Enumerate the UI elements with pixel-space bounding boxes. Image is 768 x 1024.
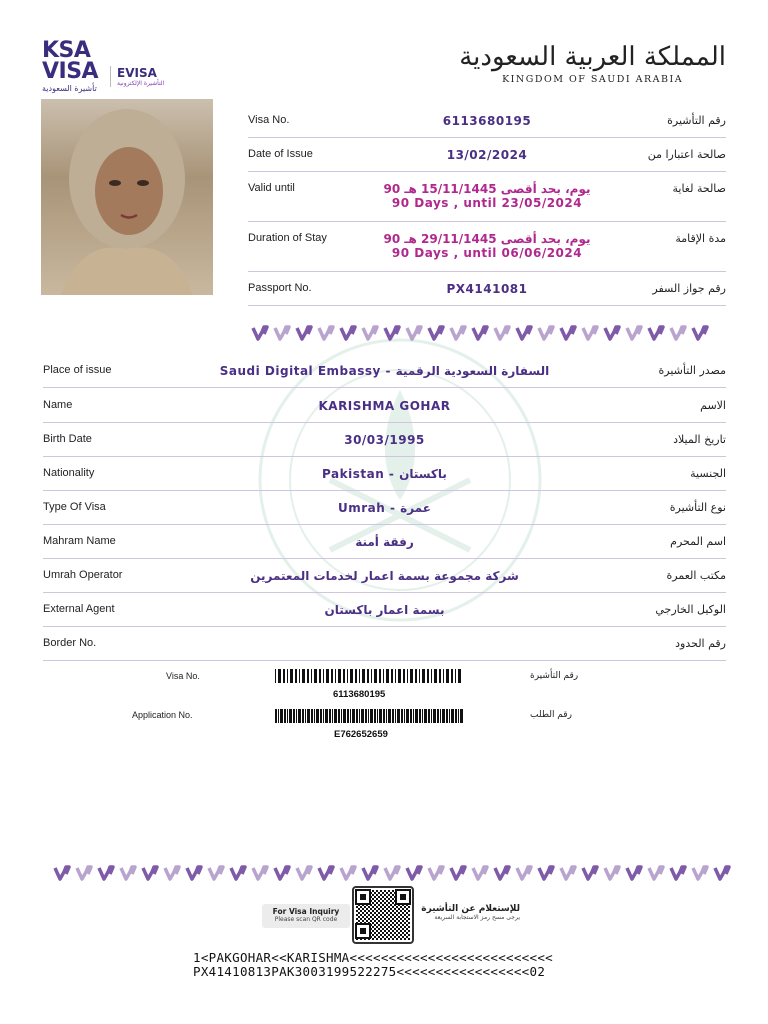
checkmark-pattern-icon [118, 862, 140, 882]
external-agent-value: بسمة اعمار باكستان [324, 603, 445, 617]
checkmark-pattern-icon [536, 862, 558, 882]
checkmark-pattern-icon [536, 322, 558, 342]
checkmark-pattern-icon [646, 862, 668, 882]
nationality-value: Pakistan - باكستان [322, 467, 447, 481]
checkmark-pattern-icon [316, 862, 338, 882]
checkmark-pattern-icon [404, 322, 426, 342]
checkmark-pattern-icon [470, 322, 492, 342]
barcode-application-label: Application No. [132, 710, 193, 720]
visa-inquiry-arabic-box [420, 904, 520, 921]
field-label-arabic: نوع التأشيرة [669, 501, 726, 514]
visa-inquiry-subtitle-arabic: يرجى مسح رمز الاستجابة السريعة [434, 914, 520, 921]
checkmark-pattern-icon [624, 322, 646, 342]
checkmark-pattern-icon [470, 862, 492, 882]
checkmark-pattern-icon [382, 322, 404, 342]
barcode-application-label-arabic: رقم الطلب [530, 710, 572, 720]
field-row-mahram-name [43, 535, 726, 559]
visa-inquiry-title-arabic: للإستعلام عن التأشيرة [421, 904, 520, 914]
checkmark-pattern-icon [250, 862, 272, 882]
place-of-issue-value: Saudi Digital Embassy - السفارة السعودية الرقمية [219, 364, 550, 378]
field-row-type-of-visa [43, 501, 726, 525]
evisa-logo [110, 66, 164, 87]
field-label-arabic: مصدر التأشيرة [658, 364, 726, 377]
qr-code[interactable] [352, 886, 414, 944]
checkmark-pattern-icon [404, 862, 426, 882]
field-label-arabic: مكتب العمرة [666, 569, 726, 582]
visa-inquiry-title: For Visa Inquiry [272, 907, 340, 916]
field-label-arabic: الاسم [700, 399, 726, 412]
field-row-name [43, 399, 726, 423]
checkmark-pattern-icon [492, 862, 514, 882]
barcode-application-number: E762652659 [334, 729, 388, 740]
checkmark-pattern-icon [228, 862, 250, 882]
checkmark-pattern-icon [162, 862, 184, 882]
field-label: Place of issue [43, 364, 112, 376]
barcode-visa-number: 6113680195 [333, 689, 386, 700]
field-label-arabic: اسم المحرم [670, 535, 726, 548]
valid-until-value-arabic: 90 يوم، بحد أقصى 15/11/1445 هـ [383, 182, 591, 196]
checkmark-pattern-icon [360, 862, 382, 882]
valid-until-value-english: 90 Days , until 23/05/2024 [391, 196, 583, 210]
checkmark-pattern-icon [580, 862, 602, 882]
field-label: Duration of Stay [248, 232, 327, 244]
field-label: Visa No. [248, 114, 290, 126]
evisa-logo-text: EVISA [117, 66, 157, 80]
field-label: Birth Date [43, 433, 92, 445]
field-label: Date of Issue [248, 148, 313, 160]
field-label: Mahram Name [43, 535, 116, 547]
barcode-visa-label: Visa No. [166, 671, 200, 681]
field-row-umrah-operator [43, 569, 726, 593]
mahram-name-value: رفقة أمنة [355, 535, 414, 549]
field-row-date-of-issue [248, 148, 726, 172]
field-label-arabic: الوكيل الخارجي [655, 603, 726, 616]
name-value: KARISHMA GOHAR [318, 399, 451, 413]
kingdom-emblem-title [459, 40, 726, 85]
field-label-arabic: رقم التأشيرة [667, 114, 726, 127]
date-of-issue-value: 13/02/2024 [446, 148, 528, 162]
checkmark-pattern-icon [338, 322, 360, 342]
field-row-external-agent [43, 603, 726, 627]
visa-barcode [275, 669, 465, 683]
field-row-place-of-issue [43, 364, 726, 388]
checkmark-pattern-icon [668, 862, 690, 882]
checkmark-pattern-icon [646, 322, 668, 342]
field-label: Nationality [43, 467, 95, 479]
duration-value-english: 90 Days , until 06/06/2024 [391, 246, 583, 260]
passport-photo [41, 99, 213, 295]
field-row-duration-of-stay [248, 232, 726, 272]
field-row-passport-no [248, 282, 726, 306]
umrah-operator-value: شركة مجموعة بسمة اعمار لخدمات المعتمرين [250, 569, 519, 583]
checkmark-pattern-icon [690, 862, 712, 882]
type-of-visa-value: Umrah - عمرة [338, 501, 431, 515]
field-label-arabic: مدة الإقامة [675, 232, 726, 245]
checkmark-pattern-icon [448, 322, 470, 342]
checkmark-pattern-icon [338, 862, 360, 882]
field-label-arabic: تاريخ الميلاد [673, 433, 726, 446]
kingdom-title-arabic: المملكة العربية السعودية [459, 42, 726, 72]
barcode-visa-label-arabic: رقم التأشيرة [530, 671, 579, 681]
ksa-logo-line1: KSA [42, 38, 91, 63]
field-label: Valid until [248, 182, 295, 194]
checkmark-pattern-icon [514, 322, 536, 342]
visa-inquiry-subtitle: Please scan QR code [274, 916, 338, 923]
checkmark-pattern-icon [140, 862, 162, 882]
field-label: Type Of Visa [43, 501, 106, 513]
checkmark-pattern-icon [294, 322, 316, 342]
checkmark-pattern-icon [206, 862, 228, 882]
checkmark-pattern-icon [492, 322, 514, 342]
field-row-visa-no [248, 114, 726, 138]
field-value [248, 232, 726, 260]
field-row-border-no [43, 637, 726, 661]
ksa-logo-subtitle: تأشيرة السعودية [42, 84, 97, 93]
checkmark-pattern-icon [712, 862, 734, 882]
birth-date-value: 30/03/1995 [344, 433, 425, 447]
checkmark-pattern-icon [602, 862, 624, 882]
checkmark-pattern-icon [360, 322, 382, 342]
application-barcode [275, 709, 465, 723]
ksa-visa-logo [42, 40, 98, 93]
checkmark-pattern-icon [272, 322, 294, 342]
checkmark-pattern-icon [514, 862, 536, 882]
mrz-line-1: 1<PAKGOHAR<<KARISHMA<<<<<<<<<<<<<<<<<<<<<<<<<< [193, 950, 553, 965]
checkmark-pattern-icon [558, 322, 580, 342]
checkmark-pattern-band [250, 322, 712, 342]
checkmark-pattern-icon [272, 862, 294, 882]
checkmark-pattern-icon [448, 862, 470, 882]
field-label-arabic: صالحة اعتبارا من [647, 148, 726, 161]
checkmark-pattern-icon [668, 322, 690, 342]
field-label: External Agent [43, 603, 115, 615]
ksa-logo-line2: VISA [42, 59, 99, 84]
kingdom-title-english: KINGDOM OF SAUDI ARABIA [502, 74, 684, 85]
visa-no-value: 6113680195 [442, 114, 532, 128]
field-row-nationality [43, 467, 726, 491]
mrz-line-2: PX41410813PAK3003199522275<<<<<<<<<<<<<<<<<02 [193, 964, 546, 979]
evisa-logo-subtitle: التأشيرة الإلكترونية [117, 80, 165, 87]
field-label: Name [43, 399, 73, 411]
field-label-arabic: الجنسية [690, 467, 726, 480]
checkmark-pattern-icon [426, 322, 448, 342]
duration-value-arabic: 90 يوم، بحد أقصى 29/11/1445 هـ [383, 232, 591, 246]
field-label-arabic: رقم الحدود [675, 637, 726, 650]
field-row-birth-date [43, 433, 726, 457]
checkmark-pattern-icon [52, 862, 74, 882]
checkmark-pattern-icon [602, 322, 624, 342]
field-label-arabic: صالحة لغاية [672, 182, 726, 195]
checkmark-pattern-band-bottom [52, 862, 734, 882]
checkmark-pattern-icon [184, 862, 206, 882]
checkmark-pattern-icon [690, 322, 712, 342]
field-value [248, 114, 726, 128]
field-label-arabic: رقم جواز السفر [652, 282, 726, 295]
checkmark-pattern-icon [96, 862, 118, 882]
visa-inquiry-english-box [262, 904, 350, 928]
checkmark-pattern-icon [580, 322, 602, 342]
checkmark-pattern-icon [558, 862, 580, 882]
checkmark-pattern-icon [316, 322, 338, 342]
field-row-valid-until [248, 182, 726, 222]
checkmark-pattern-icon [250, 322, 272, 342]
field-label: Passport No. [248, 282, 312, 294]
checkmark-pattern-icon [426, 862, 448, 882]
checkmark-pattern-icon [294, 862, 316, 882]
field-label: Umrah Operator [43, 569, 123, 581]
field-label: Border No. [43, 637, 97, 649]
checkmark-pattern-icon [624, 862, 646, 882]
passport-no-value: PX4141081 [446, 282, 528, 296]
checkmark-pattern-icon [74, 862, 96, 882]
checkmark-pattern-icon [382, 862, 404, 882]
field-value [248, 182, 726, 210]
